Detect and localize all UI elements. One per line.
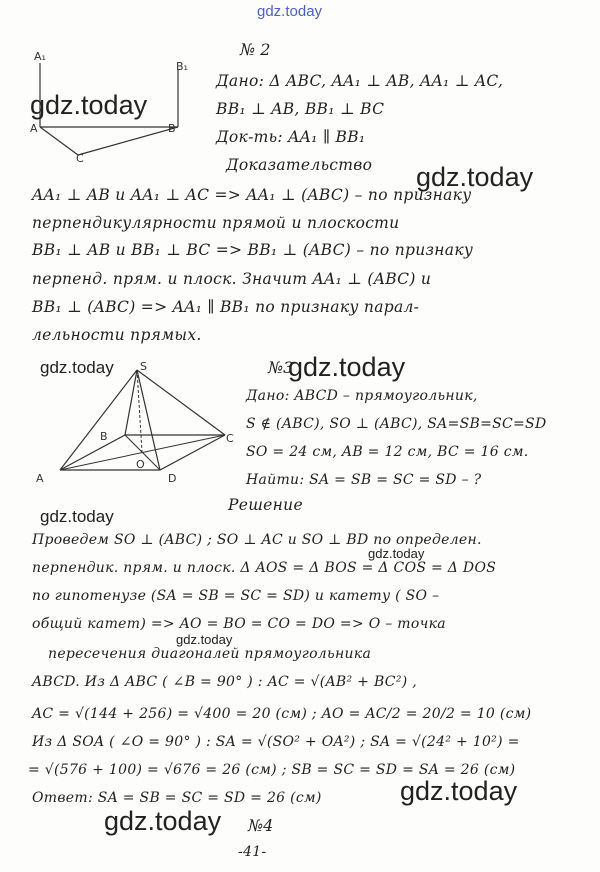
fig2-label-c: C [76, 152, 84, 165]
watermark-5: gdz.today [40, 507, 114, 526]
problem2-prove: Док-ть: AA₁ ∥ BB₁ [216, 128, 366, 146]
problem2-line-3: BB₁ ⊥ AB и BB₁ ⊥ BC => BB₁ ⊥ (ABC) – по признаку [32, 241, 474, 259]
problem3-line-3: по гипотенузе (SA = SB = SC = SD) и катету ( SO – [32, 588, 440, 604]
watermark-1: gdz.today [30, 90, 148, 120]
page-number: -41- [238, 844, 267, 860]
problem3-given-1: Дано: ABCD – прямоугольник, [246, 388, 478, 404]
watermark-6: gdz.today [368, 546, 425, 561]
problem3-line-8: Из Δ SOA ( ∠O = 90° ) : SA = √(SO² + OA²) ; SA = √(24² + 10²) = [32, 734, 520, 750]
watermark-9: gdz.today [104, 806, 222, 836]
problem2-given-2: BB₁ ⊥ AB, BB₁ ⊥ BC [216, 100, 385, 118]
watermark-3: gdz.today [40, 358, 114, 377]
fig3-label-o: O [136, 458, 145, 471]
watermark-top: gdz.today [257, 3, 323, 20]
watermark-2: gdz.today [416, 162, 534, 192]
problem3-line-6: ABCD. Из Δ ABC ( ∠B = 90° ) : AC = √(AB² + BC²) , [32, 674, 417, 690]
problem3-given-2: S ∉ (ABC), SO ⊥ (ABC), SA=SB=SC=SD [246, 416, 547, 432]
problem3-line-5: пересечения диагоналей прямоугольника [48, 646, 372, 662]
problem3-line-1: Проведем SO ⊥ (ABC) ; SO ⊥ AC и SO ⊥ BD по определен. [32, 532, 482, 548]
problem3-line-9: = √(576 + 100) = √676 = 26 (см) ; SB = SC = SD = SA = 26 (см) [28, 762, 516, 778]
fig3-label-d: D [168, 472, 177, 485]
watermark-7: gdz.today [176, 632, 233, 647]
fig3-label-a: A [36, 472, 44, 485]
fig3-label-b: B [100, 430, 108, 443]
problem2-proof-title: Доказательство [226, 156, 373, 174]
problem2-number: № 2 [240, 40, 271, 59]
problem3-number: №3 [268, 358, 294, 377]
problem2-line-1: AA₁ ⊥ AB и AA₁ ⊥ AC => AA₁ ⊥ (ABC) – по признаку [32, 186, 472, 204]
problem4-number: №4 [248, 816, 274, 835]
fig2-label-a: A [30, 122, 38, 135]
fig3-label-c: C [226, 432, 234, 445]
problem2-line-2: перпендикулярности прямой и плоскости [32, 214, 400, 232]
fig2-label-b: B [168, 122, 176, 135]
problem2-given-1: Дано: Δ ABC, AA₁ ⊥ AB, AA₁ ⊥ AC, [216, 72, 504, 90]
problem2-line-5: BB₁ ⊥ (ABC) => AA₁ ∥ BB₁ по признаку парал- [32, 298, 420, 316]
watermark-8: gdz.today [400, 776, 518, 806]
problem3-given-3: SO = 24 см, AB = 12 см, BC = 16 см. [246, 444, 529, 460]
problem3-answer: Ответ: SA = SB = SC = SD = 26 (см) [32, 790, 322, 806]
fig3-label-s: S [140, 360, 147, 373]
watermark-4: gdz.today [288, 352, 406, 382]
fig2-label-a1: A₁ [34, 50, 46, 63]
problem3-line-4: общий катет) => AO = BO = CO = DO => O – точка [32, 616, 446, 632]
fig2-label-b1: B₁ [176, 60, 188, 73]
problem3-solution-title: Решение [228, 496, 303, 514]
problem2-line-4: перпенд. прям. и плоск. Значит AA₁ ⊥ (ABC) и [32, 270, 432, 288]
problem3-line-2: перпендик. прям. и плоск. Δ AOS = Δ BOS = Δ COS = Δ DOS [32, 560, 497, 576]
problem2-line-6: лельности прямых. [32, 326, 202, 344]
problem3-line-7: AC = √(144 + 256) = √400 = 20 (см) ; AO = AC/2 = 20/2 = 10 (см) [32, 706, 532, 722]
problem3-find: Найти: SA = SB = SC = SD – ? [246, 472, 482, 488]
